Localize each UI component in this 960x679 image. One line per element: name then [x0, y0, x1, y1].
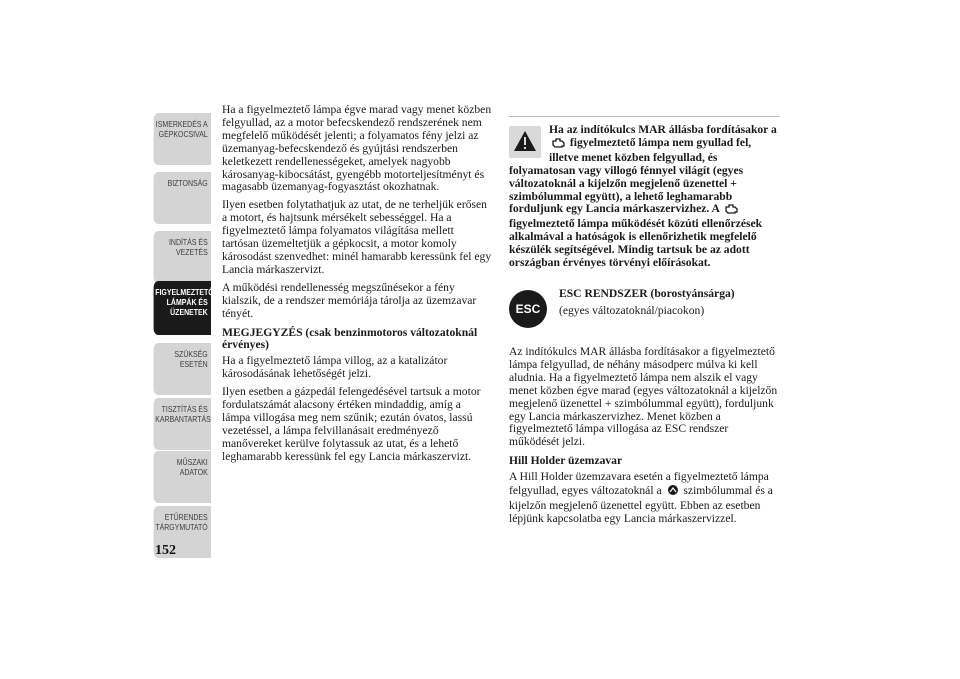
warning-text: Ha az indítókulcs MAR állásba fordításakor a: [549, 123, 777, 136]
paragraph: Ha a figyelmeztető lámpa villog, az a katalizátor károsodásának lehetőségét jelzi.: [222, 354, 448, 381]
esc-subtitle: (egyes változatoknál/piacokon): [559, 303, 705, 317]
esc-icon: ESC: [509, 290, 547, 328]
tab-tisztitas[interactable]: TISZTÍTÁS ÉS KARBANTARTÁS: [154, 398, 211, 450]
paragraph: [509, 471, 781, 526]
paragraph: Ha a figyelmeztető lámpa égve marad vagy menet közben felgyullad, az a motor befecskendező rendszerének nem megfelelő működését jelenti; a folyamatos fény jelzi az üzemanyag-befecskendező és gyújtási rendszerben keletkezett rendellenességeket, amelyek nagyobb károsanyag-kibocsátást, gyengébb motorteljesítményt és magasabb üzemanyag-fogyasztást okozhatnak.: [222, 103, 492, 194]
page-number: 152: [155, 543, 176, 558]
tab-ismerkedes[interactable]: ISMERKEDÉS A GÉPKOCSIVAL: [154, 113, 211, 165]
hill-holder-icon: [667, 484, 679, 500]
warning-text: figyelmeztető lámpa nem gyullad fel, illetve menet közben felgyullad, és folyamatosan vagy villogó fénnyel világít (egyes változatoknál a kijelzőn megjelenő üzenettel + szimbólummal együtt), a lehető leghamarabb forduljunk egy Lancia márkaszervizhez. A: [509, 135, 752, 216]
right-column: [509, 116, 781, 531]
tab-figyelmezteto[interactable]: FIGYELMEZTETŐ LÁMPÁK ÉS ÜZENETEK: [154, 281, 211, 335]
left-column: [222, 104, 492, 469]
warning-text: figyelmeztető lámpa működését közúti ellenőrzések alkalmával a hatóságok is ellenőrizhetik megfelelő készülék segítségével. Mindig tartsuk be az adott országban érvényes törvényi előírásokat.: [509, 217, 763, 270]
paragraph-text: szimbólummal és a kijelzőn megjelenő üzenettel együtt. Ebben az esetben lépjünk kapcsolatba egy Lancia márkaszervizzel.: [509, 484, 773, 525]
paragraph-text: A Hill Holder üzemzavara esetén a figyelmeztető lámpa felgyullad, egyes változatoknál a: [509, 470, 769, 498]
tab-szukseg[interactable]: SZÜKSÉG ESETÉN: [154, 343, 211, 395]
paragraph: Az indítókulcs MAR állásba fordításakor a figyelmeztető lámpa felgyullad, de néhány másodperc múlva ki kell aludnia. Ha a figyelmeztető lámpa nem alszik el vagy menet közben égve marad (egyes változatoknál a kijelzőn megjelenő üzenettel + szimbólummal együtt), forduljunk egy Lancia márkaszervizhez. Menet közben a figyelmeztető lámpa villogása az ESC rendszer működését jelzi.: [509, 344, 778, 449]
tab-inditas[interactable]: INDÍTÁS ÉS VEZETÉS: [154, 231, 211, 283]
warning-box: [509, 124, 781, 270]
tab-targymutato[interactable]: ETŰRENDES TÁRGYMUTATÓ: [154, 506, 211, 558]
paragraph: Ilyen esetben folytathatjuk az utat, de ne terheljük erősen a motort, és hajtsunk mérsékelt sebességgel. Ha a figyelmeztető lámpa folyamatos világítása mellett tartósan üzemeltetjük a gépkocsit, a motor komoly károsodást szenvedhet: minél hamarabb keressünk fel egy Lancia márkaszervizt.: [222, 198, 492, 276]
paragraph: Ilyen esetben a gázpedál felengedésével tartsuk a motor fordulatszámát alacsony értéken mindaddig, amíg a lámpa villogása meg nem szűnik; ezután óvatos, lassú vezetéssel, a lámpa felvillanásait eredményező manővereket kerülve folytassuk az utat, és a lehető leghamarabb keressünk fel egy Lancia márkaszervizt.: [222, 385, 481, 463]
section-heading: Hill Holder üzemzavar: [509, 454, 623, 468]
esc-section: [509, 288, 781, 332]
tab-muszaki[interactable]: MŰSZAKI ADATOK: [154, 451, 211, 503]
paragraph: A működési rendellenesség megszűnésekor a fény kialszik, de a rendszer memóriája tárolja az üzemzavar tényét.: [222, 280, 477, 320]
tab-biztonsag[interactable]: BIZTONSÁG: [154, 172, 211, 224]
section-heading: MEGJEGYZÉS (csak benzinmotoros változatoknál érvényes): [222, 325, 478, 352]
esc-title: ESC RENDSZER (borostyánsárga): [559, 286, 735, 300]
engine-icon: [551, 138, 565, 152]
warning-triangle-icon: [509, 126, 541, 158]
engine-icon: [724, 204, 738, 218]
